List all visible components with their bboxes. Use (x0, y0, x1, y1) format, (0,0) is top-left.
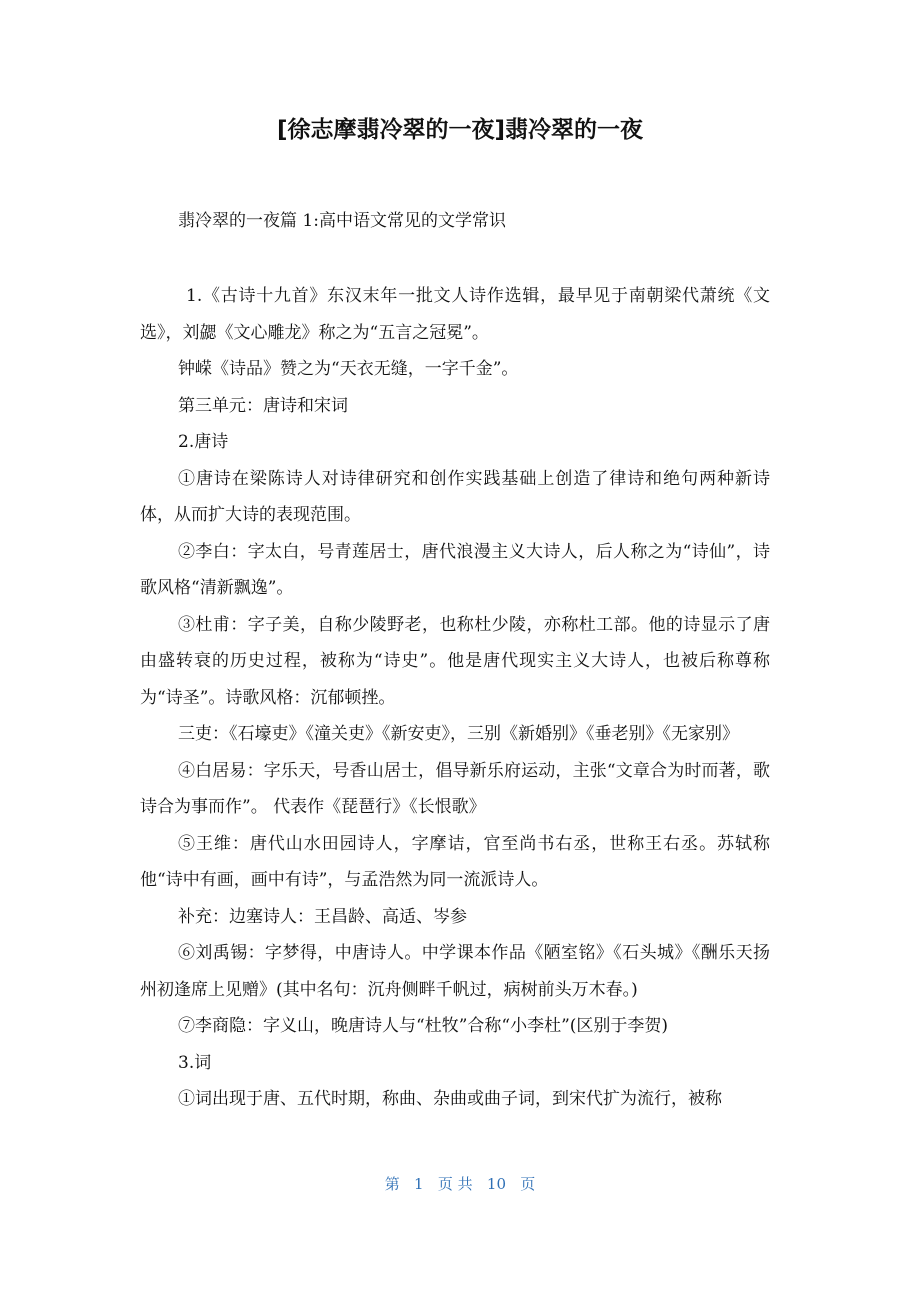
paragraph-12: ⑥刘禹锡：字梦得，中唐诗人。中学课本作品《陋室铭》《石头城》《酬乐天扬州初逢席上见赠》(其中名句：沉舟侧畔千帆过，病树前头万木春。) (140, 943, 770, 1000)
document-title: [徐志摩翡冷翠的一夜]翡冷翠的一夜 (276, 117, 644, 143)
paragraph-1: 1.《古诗十九首》东汉末年一批文人诗作选辑，最早见于南朝梁代萧统《文选》，刘勰《文心雕龙》称之为“五言之冠冕”。 (140, 286, 770, 343)
page-footer: 第 1 页 共 10 页 (384, 1175, 536, 1193)
paragraph-2: 钟嵘《诗品》赞之为“天衣无缝，一字千金”。 (178, 359, 519, 379)
paragraph-13: ⑦李商隐：字义山，晚唐诗人与“杜牧”合称“小李杜”(区别于李贺) (178, 1016, 669, 1036)
paragraph-15: ①词出现于唐、五代时期，称曲、杂曲或曲子词，到宋代扩为流行，被称 (178, 1089, 722, 1109)
paragraph-5: ①唐诗在梁陈诗人对诗律研究和创作实践基础上创造了律诗和绝句两种新诗体，从而扩大诗的表现范围。 (140, 468, 770, 525)
paragraph-14: 3.词 (178, 1052, 212, 1073)
paragraph-9: ④白居易：字乐天，号香山居士，倡导新乐府运动，主张“文章合为时而著，歌诗合为事而作”。 代表作《琵琶行》《长恨歌》 (140, 760, 770, 817)
document-subtitle: 翡冷翠的一夜篇 1:高中语文常见的文学常识 (178, 211, 506, 231)
paragraph-8: 三吏：《石壕吏》《潼关吏》《新安吏》，三别《新婚别》《垂老别》《无家别》 (178, 724, 739, 744)
document-body (140, 278, 770, 1118)
paragraph-10: ⑤王维：唐代山水田园诗人，字摩诘，官至尚书右丞，世称王右丞。苏轼称他“诗中有画，画中有诗”，与孟浩然为同一流派诗人。 (140, 833, 770, 890)
paragraph-3: 第三单元：唐诗和宋词 (178, 395, 348, 416)
paragraph-4: 2.唐诗 (178, 432, 229, 452)
paragraph-11: 补充：边塞诗人：王昌龄、高适、岑参 (178, 906, 467, 927)
paragraph-6: ②李白：字太白，号青莲居士，唐代浪漫主义大诗人，后人称之为“诗仙”，诗歌风格“清新飘逸”。 (140, 541, 770, 598)
paragraph-7: ③杜甫：字子美，自称少陵野老，也称杜少陵，亦称杜工部。他的诗显示了唐由盛转衰的历史过程，被称为“诗史”。他是唐代现实主义大诗人，也被后称尊称为“诗圣”。诗歌风格：沉郁顿挫。 (140, 614, 770, 708)
